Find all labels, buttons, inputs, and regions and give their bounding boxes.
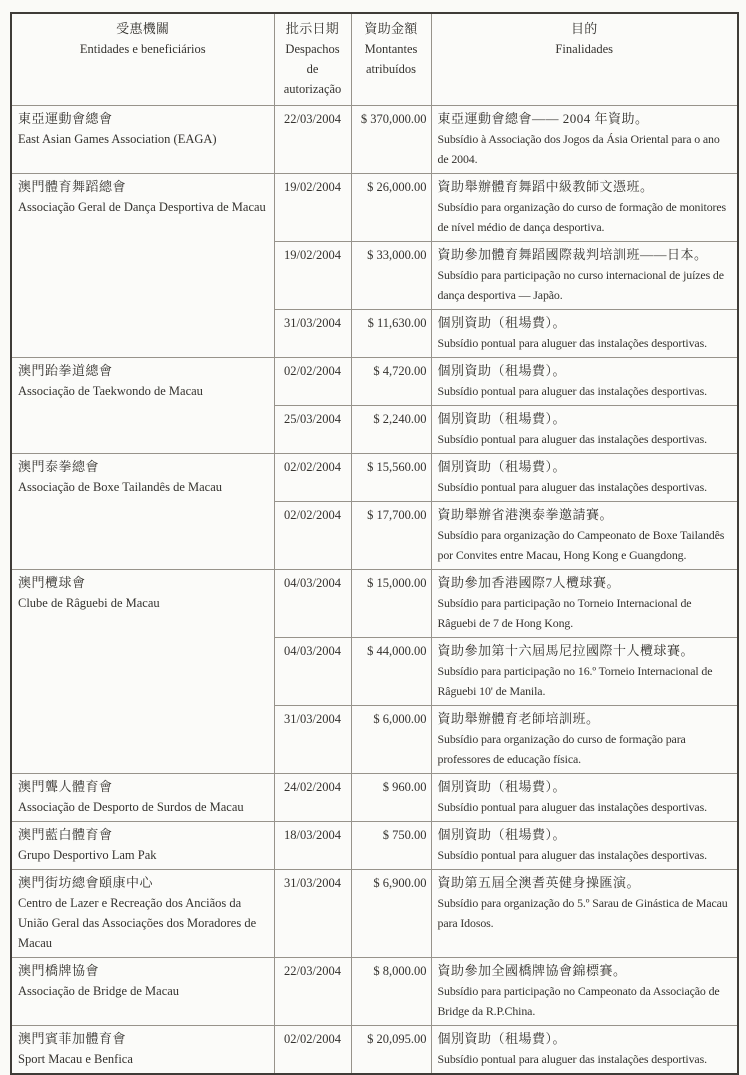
table-row <box>11 106 738 174</box>
authorization-date: 02/02/2004 <box>274 454 351 502</box>
purpose-zh: 資助參加全國橋牌協會錦標賽。 <box>437 963 627 978</box>
entity-cell <box>11 454 274 570</box>
purpose-pt: Subsídio para organização do curso de formação para professores de educação física. <box>437 732 686 766</box>
purpose-zh: 個別資助（租場費）。 <box>437 411 567 426</box>
entity-name-pt: Associação de Taekwondo de Macau <box>18 384 203 398</box>
authorization-date: 19/02/2004 <box>274 174 351 242</box>
purpose-cell <box>431 454 738 502</box>
entity-name-pt: Centro de Lazer e Recreação dos Anciãos da União Geral das Associações dos Moradores de Macau <box>18 896 257 950</box>
purpose-zh: 資助第五屆全澳耆英健身操匯演。 <box>437 875 641 890</box>
purpose-cell <box>431 242 738 310</box>
purpose-pt: Subsídio pontual para aluguer das instalações desportivas. <box>437 336 707 350</box>
grant-amount: $ 6,900.00 <box>351 870 431 958</box>
grant-amount: $ 960.00 <box>351 774 431 822</box>
purpose-pt: Subsídio pontual para aluguer das instalações desportivas. <box>437 480 707 494</box>
purpose-pt: Subsídio para participação no Campeonato da Associação de Bridge da R.P.China. <box>437 984 720 1018</box>
authorization-date: 31/03/2004 <box>274 870 351 958</box>
entity-cell <box>11 1026 274 1075</box>
purpose-pt: Subsídio pontual para aluguer das instalações desportivas. <box>437 848 707 862</box>
entity-name-pt: Associação de Boxe Tailandês de Macau <box>18 480 223 494</box>
col-header-amount <box>351 13 431 106</box>
entity-name-zh: 澳門跆拳道總會 <box>18 363 113 378</box>
entity-name-zh: 澳門藍白體育會 <box>18 827 113 842</box>
table-row <box>11 358 738 406</box>
purpose-pt: Subsídio para organização do Campeonato de Boxe Tailandês por Convites entre Macau, Hong Kong e Guangdong. <box>437 528 725 562</box>
authorization-date: 02/02/2004 <box>274 1026 351 1075</box>
col-header-entity-zh: 受惠機關 <box>116 21 170 36</box>
authorization-date: 22/03/2004 <box>274 958 351 1026</box>
purpose-pt: Subsídio à Associação dos Jogos da Ásia Oriental para o ano de 2004. <box>437 132 720 166</box>
entity-name-zh: 澳門欖球會 <box>18 575 86 590</box>
purpose-cell <box>431 870 738 958</box>
col-header-amount-zh: 資助金額 <box>364 21 418 36</box>
entity-name-pt: Grupo Desportivo Lam Pak <box>18 848 157 862</box>
purpose-cell <box>431 406 738 454</box>
grant-amount: $ 6,000.00 <box>351 706 431 774</box>
purpose-pt: Subsídio para participação no Torneio Internacional de Râguebi de 7 de Hong Kong. <box>437 596 692 630</box>
entity-cell <box>11 774 274 822</box>
purpose-cell <box>431 774 738 822</box>
grant-amount: $ 33,000.00 <box>351 242 431 310</box>
purpose-zh: 資助參加體育舞蹈國際裁判培訓班——日本。 <box>437 247 708 262</box>
grant-amount: $ 15,000.00 <box>351 570 431 638</box>
entity-name-zh: 澳門體育舞蹈總會 <box>18 179 127 194</box>
col-header-date <box>274 13 351 106</box>
entity-cell <box>11 358 274 454</box>
entity-name-zh: 澳門橋牌協會 <box>18 963 100 978</box>
purpose-cell <box>431 958 738 1026</box>
purpose-zh: 個別資助（租場費）。 <box>437 827 567 842</box>
purpose-cell <box>431 706 738 774</box>
entity-name-zh: 澳門賓菲加體育會 <box>18 1031 127 1046</box>
purpose-zh: 個別資助（租場費）。 <box>437 1031 567 1046</box>
col-header-date-zh: 批示日期 <box>285 21 340 36</box>
purpose-cell <box>431 310 738 358</box>
table-row <box>11 174 738 242</box>
purpose-zh: 資助舉辦體育老師培訓班。 <box>437 711 600 726</box>
table-row <box>11 870 738 958</box>
entity-name-pt: Sport Macau e Benfica <box>18 1052 133 1066</box>
grants-table-body <box>11 106 738 1075</box>
entity-cell <box>11 174 274 358</box>
purpose-pt: Subsídio para participação no curso internacional de juízes de dança desportiva — Japão. <box>437 268 724 302</box>
grant-amount: $ 11,630.00 <box>351 310 431 358</box>
purpose-cell <box>431 1026 738 1075</box>
table-row <box>11 774 738 822</box>
col-header-amount-pt: Montantes atribuídos <box>364 42 418 76</box>
purpose-zh: 資助參加香港國際7人欖球賽。 <box>437 575 621 590</box>
purpose-zh: 東亞運動會總會—— 2004 年資助。 <box>437 111 649 126</box>
grant-amount: $ 17,700.00 <box>351 502 431 570</box>
purpose-pt: Subsídio pontual para aluguer das instalações desportivas. <box>437 1052 707 1066</box>
entity-cell <box>11 570 274 774</box>
authorization-date: 24/02/2004 <box>274 774 351 822</box>
entity-cell <box>11 106 274 174</box>
purpose-zh: 個別資助（租場費）。 <box>437 459 567 474</box>
col-header-purpose-zh: 目的 <box>570 21 598 36</box>
purpose-cell <box>431 638 738 706</box>
table-row <box>11 570 738 638</box>
grant-amount: $ 44,000.00 <box>351 638 431 706</box>
col-header-entity-pt: Entidades e beneficiários <box>79 42 206 56</box>
entity-cell <box>11 870 274 958</box>
authorization-date: 25/03/2004 <box>274 406 351 454</box>
purpose-pt: Subsídio para organização do curso de formação de monitores de nível médio de dança desportiva. <box>437 200 727 234</box>
purpose-pt: Subsídio para participação no 16.º Torneio Internacional de Râguebi 10' de Manila. <box>437 664 713 698</box>
purpose-zh: 個別資助（租場費）。 <box>437 779 567 794</box>
grant-amount: $ 20,095.00 <box>351 1026 431 1075</box>
entity-name-pt: Associação Geral de Dança Desportiva de Macau <box>18 200 266 214</box>
authorization-date: 02/02/2004 <box>274 358 351 406</box>
purpose-cell <box>431 106 738 174</box>
table-row <box>11 958 738 1026</box>
purpose-pt: Subsídio para organização do 5.º Sarau de Ginástica de Macau para Idosos. <box>437 896 728 930</box>
purpose-zh: 個別資助（租場費）。 <box>437 315 567 330</box>
purpose-cell <box>431 174 738 242</box>
authorization-date: 19/02/2004 <box>274 242 351 310</box>
col-header-purpose-pt: Finalidades <box>555 42 614 56</box>
purpose-zh: 資助舉辦體育舞蹈中級教師文憑班。 <box>437 179 654 194</box>
entity-cell <box>11 822 274 870</box>
purpose-pt: Subsídio pontual para aluguer das instalações desportivas. <box>437 432 707 446</box>
entity-name-zh: 東亞運動會總會 <box>18 111 113 126</box>
purpose-zh: 資助舉辦省港澳泰拳邀請賽。 <box>437 507 614 522</box>
col-header-purpose <box>431 13 738 106</box>
purpose-cell <box>431 358 738 406</box>
authorization-date: 04/03/2004 <box>274 638 351 706</box>
purpose-cell <box>431 570 738 638</box>
entity-name-zh: 澳門聾人體育會 <box>18 779 113 794</box>
entity-name-pt: East Asian Games Association (EAGA) <box>18 132 217 146</box>
purpose-pt: Subsídio pontual para aluguer das instalações desportivas. <box>437 384 707 398</box>
purpose-zh: 資助參加第十六屆馬尼拉國際十人欖球賽。 <box>437 643 695 658</box>
subsidies-table <box>10 12 739 1075</box>
authorization-date: 02/02/2004 <box>274 502 351 570</box>
grant-amount: $ 8,000.00 <box>351 958 431 1026</box>
grant-amount: $ 2,240.00 <box>351 406 431 454</box>
grant-amount: $ 370,000.00 <box>351 106 431 174</box>
table-row <box>11 1026 738 1075</box>
col-header-entity <box>11 13 274 106</box>
purpose-pt: Subsídio pontual para aluguer das instalações desportivas. <box>437 800 707 814</box>
authorization-date: 22/03/2004 <box>274 106 351 174</box>
purpose-cell <box>431 822 738 870</box>
header-row <box>11 13 738 106</box>
grant-amount: $ 26,000.00 <box>351 174 431 242</box>
authorization-date: 31/03/2004 <box>274 310 351 358</box>
entity-name-zh: 澳門泰拳總會 <box>18 459 100 474</box>
table-row <box>11 822 738 870</box>
entity-name-pt: Clube de Râguebi de Macau <box>18 596 160 610</box>
authorization-date: 31/03/2004 <box>274 706 351 774</box>
grant-amount: $ 4,720.00 <box>351 358 431 406</box>
entity-name-pt: Associação de Bridge de Macau <box>18 984 180 998</box>
col-header-date-pt: Despachos de autorização <box>283 42 342 96</box>
authorization-date: 18/03/2004 <box>274 822 351 870</box>
table-row <box>11 454 738 502</box>
grant-amount: $ 15,560.00 <box>351 454 431 502</box>
purpose-cell <box>431 502 738 570</box>
entity-name-pt: Associação de Desporto de Surdos de Macau <box>18 800 244 814</box>
authorization-date: 04/03/2004 <box>274 570 351 638</box>
entity-cell <box>11 958 274 1026</box>
entity-name-zh: 澳門街坊總會頤康中心 <box>18 875 154 890</box>
grant-amount: $ 750.00 <box>351 822 431 870</box>
purpose-zh: 個別資助（租場費）。 <box>437 363 567 378</box>
